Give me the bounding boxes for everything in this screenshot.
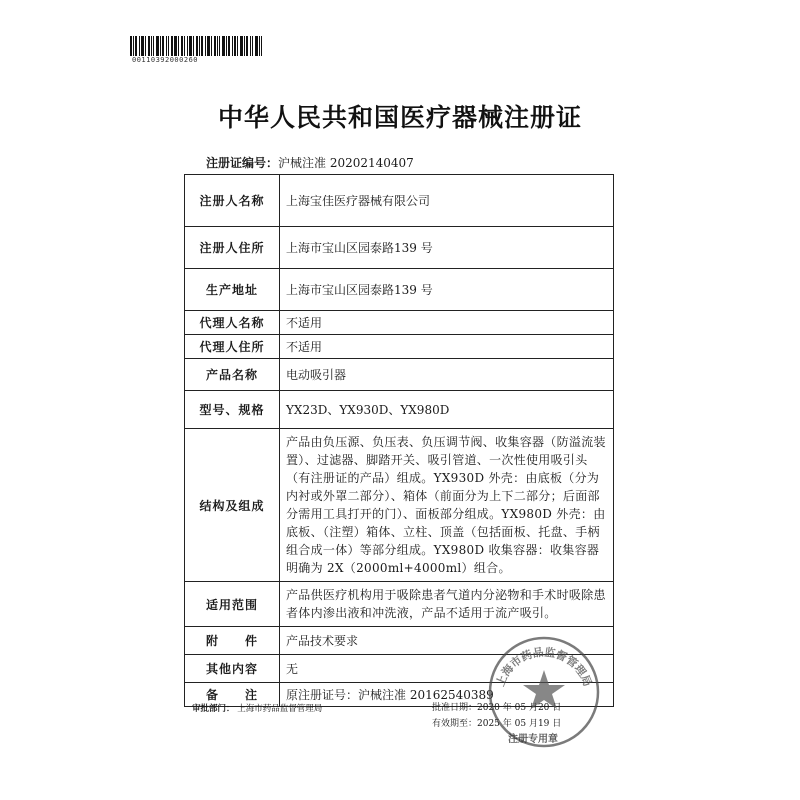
- row-value: 上海市宝山区园泰路139 号: [280, 227, 614, 269]
- row-value: 产品技术要求: [280, 627, 614, 655]
- registration-number-value: 沪械注准 20202140407: [278, 156, 414, 170]
- table-row: [185, 311, 614, 335]
- row-key: 产品名称: [185, 359, 280, 391]
- row-key: 生产地址: [185, 269, 280, 311]
- row-key: 注册人住所: [185, 227, 280, 269]
- valid-until-date: 有效期至：2025 年 05 月19 日: [432, 719, 562, 729]
- table-row: [185, 359, 614, 391]
- row-value: 不适用: [280, 311, 614, 335]
- registration-number-label: 注册证编号：: [206, 156, 279, 170]
- row-value: 上海市宝山区园泰路139 号: [280, 269, 614, 311]
- barcode-number: 00110392000260: [132, 56, 199, 64]
- table-row: [185, 335, 614, 359]
- row-key: 代理人名称: [185, 311, 280, 335]
- approval-department-value: 上海市药品监督管理局: [237, 704, 323, 714]
- table-row: [185, 175, 614, 227]
- row-key: 注册人名称: [185, 175, 280, 227]
- row-key: 结构及组成: [185, 429, 280, 582]
- table-row: [185, 582, 614, 627]
- approval-date: 批准日期：2020 年 05 月20 日: [432, 703, 562, 713]
- table-row: [185, 269, 614, 311]
- row-key: 附 件: [185, 627, 280, 655]
- approval-department-label: 审批部门：: [192, 704, 235, 714]
- row-value: 不适用: [280, 335, 614, 359]
- seal-star-icon: [523, 670, 565, 709]
- seal-arc-text: 上海市药品监督管理局: [493, 645, 595, 689]
- registration-number: [206, 154, 414, 171]
- seal-bottom-text: 注册专用章: [508, 734, 558, 745]
- table-row: [185, 391, 614, 429]
- row-value: 产品由负压源、负压表、负压调节阀、收集容器（防溢流装置）、过滤器、脚踏开关、吸引管道、一次性使用吸引头（有注册证的产品）组成。YX930D 外壳：由底板（分为内衬或外罩二部分）、箱体（前面分为上下二部分；后面部分需用工具打开的门）、面板部分组成。YX980D 外壳：由底板、（注塑）箱体、立柱、顶盖（包括面板、托盘、手柄组合成一体）等部分组成。YX980D 收集容器：收集容器明确为 2X（2000ml+4000ml）组合。: [280, 429, 614, 582]
- row-key: 备 注: [185, 683, 280, 707]
- row-value: 电动吸引器: [280, 359, 614, 391]
- barcode: [130, 36, 262, 56]
- table-row: [185, 429, 614, 582]
- row-key: 代理人住所: [185, 335, 280, 359]
- approval-department: [192, 702, 322, 714]
- row-value: YX23D、YX930D、YX980D: [280, 391, 614, 429]
- table-row: [185, 227, 614, 269]
- row-value: 原注册证号：沪械注准 20162540389: [280, 683, 614, 707]
- registration-table: [184, 174, 614, 707]
- row-key: 适用范围: [185, 582, 280, 627]
- row-value: 无: [280, 655, 614, 683]
- row-key: 其他内容: [185, 655, 280, 683]
- row-value: 上海宝佳医疗器械有限公司: [280, 175, 614, 227]
- document-title: 中华人民共和国医疗器械注册证: [217, 103, 582, 132]
- row-value: 产品供医疗机构用于吸除患者气道内分泌物和手术时吸除患者体内渗出液和冲洗液，产品不适用于流产吸引。: [280, 582, 614, 627]
- row-key: 型号、规格: [185, 391, 280, 429]
